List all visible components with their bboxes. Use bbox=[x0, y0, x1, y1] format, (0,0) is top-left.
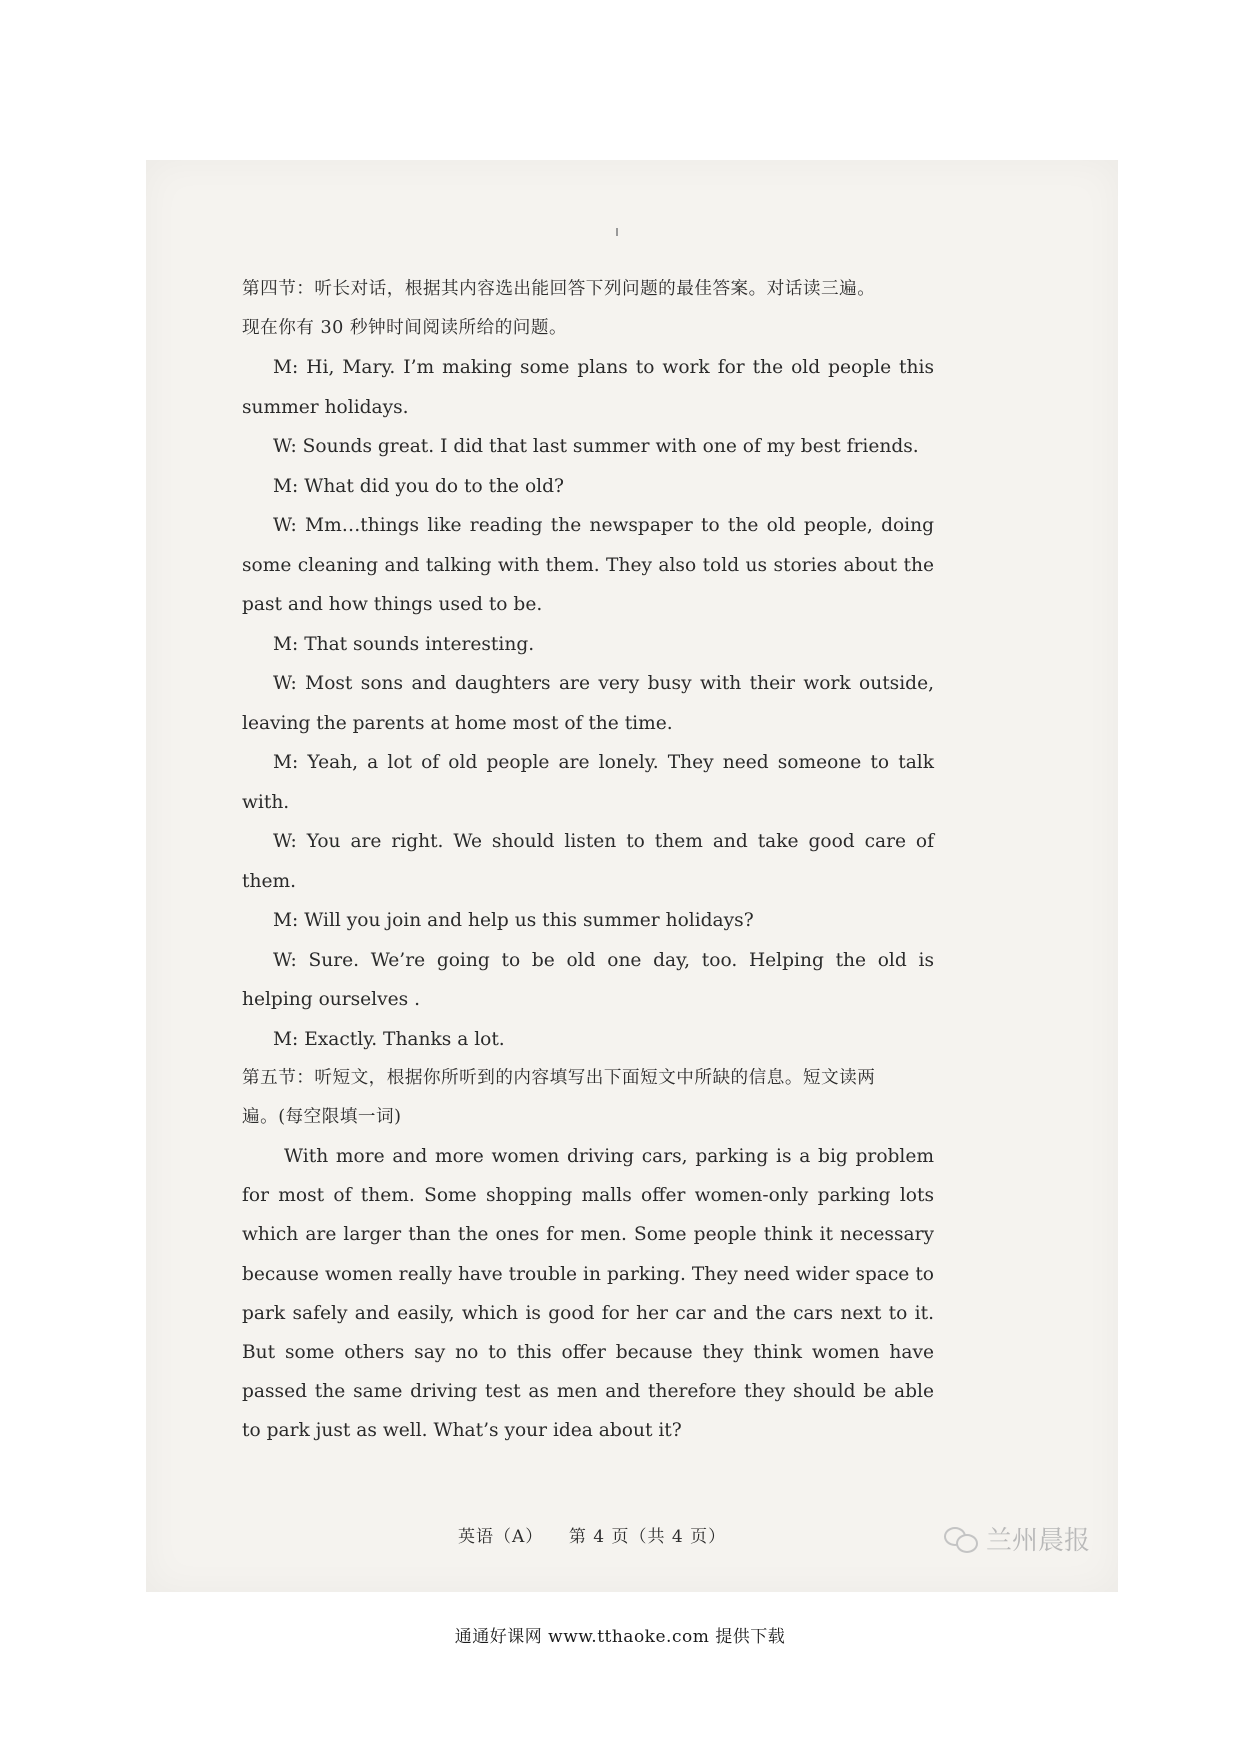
dialogue-line: W: Most sons and daughters are very busy with their work outside, leaving the parents at home most of the time. bbox=[242, 673, 934, 734]
section5-heading-line1: 第五节：听短文，根据你所听到的内容填写出下面短文中所缺的信息。短文读两 bbox=[242, 1068, 876, 1088]
dialogue-line: W: Sounds great. I did that last summer with one of my best friends. bbox=[273, 436, 919, 457]
page-content bbox=[242, 270, 934, 1451]
download-credit: 通通好课网 www.tthaoke.com 提供下载 bbox=[454, 1627, 786, 1647]
section4-heading-line2: 现在你有 30 秒钟时间阅读所给的问题。 bbox=[242, 318, 568, 338]
watermark bbox=[944, 1520, 1090, 1557]
scan-mark bbox=[616, 228, 618, 236]
dialogue-line: W: Sure. We’re going to be old one day, too. Helping the old is helping ourselves . bbox=[242, 949, 934, 1010]
dialogue-line: M: That sounds interesting. bbox=[273, 633, 535, 655]
wechat-icon bbox=[944, 1525, 978, 1553]
page-footer: 英语（A） 第 4 页（共 4 页） bbox=[458, 1527, 727, 1547]
watermark-text: 兰州晨报 bbox=[986, 1526, 1091, 1556]
passage bbox=[242, 1137, 934, 1451]
dialogue bbox=[242, 348, 934, 1059]
dialogue-line: M: Hi, Mary. I’m making some plans to work for the old people this summer holidays. bbox=[242, 357, 934, 418]
dialogue-line: M: What did you do to the old? bbox=[273, 475, 564, 497]
dialogue-line: W: Mm…things like reading the newspaper to the old people, doing some cleaning and talking with them. They also told us stories about the past and how things used to be. bbox=[242, 515, 934, 615]
passage-text: With more and more women driving cars, parking is a big problem for most of them. Some shopping malls offer women-only parking lots which are larger than the ones for men. Some people think it necessary because women really have trouble in parking. They need wider space to park safely and easily, which is good for her car and the cars next to it. But some others say no to this offer because they think women have passed the same driving test as men and therefore they should be able to park just as well. What’s your idea about it? bbox=[242, 1146, 934, 1442]
dialogue-line: W: You are right. We should listen to them and take good care of them. bbox=[242, 831, 934, 892]
dialogue-line: M: Will you join and help us this summer holidays? bbox=[273, 910, 754, 931]
section5-heading-line2: 遍。(每空限填一词) bbox=[242, 1107, 402, 1127]
dialogue-line: M: Yeah, a lot of old people are lonely. They need someone to talk with. bbox=[242, 752, 934, 813]
dialogue-line: M: Exactly. Thanks a lot. bbox=[273, 1028, 505, 1050]
section4-heading-line1: 第四节：听长对话，根据其内容选出能回答下列问题的最佳答案。对话读三遍。 bbox=[242, 279, 876, 299]
